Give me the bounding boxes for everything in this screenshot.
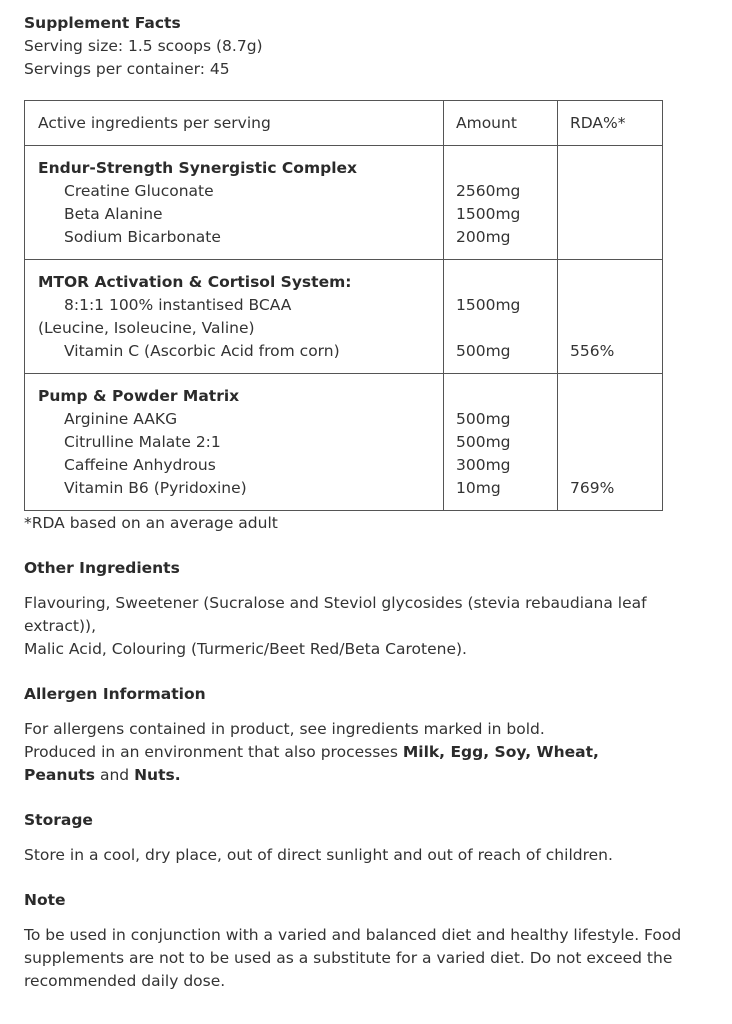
supplement-label (24, 12, 714, 993)
allergen-section (24, 683, 714, 787)
other-ingredients-section (24, 557, 714, 661)
ingredient-name: Citrulline Malate 2:1 (64, 433, 221, 451)
group-ingredients-cell (25, 374, 444, 511)
ingredient-amount: 500mg (456, 342, 511, 360)
table-row-group-endur-strength (25, 146, 663, 260)
ingredient-name-continued: (Leucine, Isoleucine, Valine) (38, 319, 255, 337)
text-line (24, 741, 714, 764)
table-row-group-mtor (25, 260, 663, 374)
section-title: Allergen Information (24, 685, 206, 703)
group-ingredients-cell (25, 260, 444, 374)
group-name: MTOR Activation & Cortisol System: (38, 273, 352, 291)
text-line: recommended daily dose. (24, 972, 226, 990)
table-row-group-pump-powder (25, 374, 663, 511)
section-body (24, 924, 714, 993)
ingredient-name: Sodium Bicarbonate (64, 228, 221, 246)
group-amount-cell (444, 260, 558, 374)
ingredient-rda: 556% (570, 342, 615, 360)
allergen-bold: Nuts. (134, 766, 181, 784)
text-line (24, 764, 714, 787)
section-title: Note (24, 891, 66, 909)
ingredient-name: Beta Alanine (64, 205, 163, 223)
serving-size: Serving size: 1.5 scoops (8.7g) (24, 37, 263, 55)
ingredient-name: Vitamin B6 (Pyridoxine) (64, 479, 247, 497)
allergen-bold: Milk, Egg, Soy, Wheat, (402, 743, 599, 761)
ingredient-name: 8:1:1 100% instantised BCAA (64, 296, 292, 314)
section-body (24, 592, 714, 661)
servings-per-container: Servings per container: 45 (24, 60, 230, 78)
column-header-rda: RDA%* (558, 101, 663, 146)
text-line: Malic Acid, Colouring (Turmeric/Beet Red/Beta Carotene). (24, 640, 467, 658)
ingredient-name: Creatine Gluconate (64, 182, 214, 200)
ingredient-amount: 200mg (456, 228, 511, 246)
ingredient-amount: 2560mg (456, 182, 521, 200)
group-ingredients-cell (25, 146, 444, 260)
text-line: For allergens contained in product, see ingredients marked in bold. (24, 720, 545, 738)
ingredient-amount: 10mg (456, 479, 501, 497)
text-line: To be used in conjunction with a varied and balanced diet and healthy lifestyle. Food (24, 926, 682, 944)
section-title: Other Ingredients (24, 559, 180, 577)
table-header-row (25, 101, 663, 146)
storage-section (24, 809, 714, 867)
supplement-facts-header (24, 12, 714, 81)
ingredient-amount: 1500mg (456, 205, 521, 223)
group-amount-cell (444, 146, 558, 260)
group-rda-cell (558, 260, 663, 374)
allergen-bold: Peanuts (24, 766, 96, 784)
ingredient-name: Caffeine Anhydrous (64, 456, 216, 474)
ingredient-amount: 300mg (456, 456, 511, 474)
text-line: Flavouring, Sweetener (Sucralose and Steviol glycosides (stevia rebaudiana leaf extract)), (24, 594, 647, 635)
ingredient-name: Vitamin C (Ascorbic Acid from corn) (64, 342, 340, 360)
column-header-amount: Amount (444, 101, 558, 146)
page-title: Supplement Facts (24, 14, 181, 32)
group-name: Endur-Strength Synergistic Complex (38, 159, 358, 177)
note-section (24, 889, 714, 993)
ingredient-rda: 769% (570, 479, 615, 497)
text-fragment: Produced in an environment that also processes (24, 743, 403, 761)
group-rda-cell (558, 146, 663, 260)
ingredient-amount: 500mg (456, 433, 511, 451)
section-body: Store in a cool, dry place, out of direct sunlight and out of reach of children. (24, 846, 613, 864)
group-amount-cell (444, 374, 558, 511)
section-title: Storage (24, 811, 93, 829)
group-name: Pump & Powder Matrix (38, 387, 240, 405)
section-body (24, 718, 714, 787)
column-header-ingredients: Active ingredients per serving (25, 101, 444, 146)
ingredient-amount: 500mg (456, 410, 511, 428)
group-rda-cell (558, 374, 663, 511)
text-fragment: and (95, 766, 135, 784)
ingredients-table (24, 100, 663, 511)
rda-footnote: *RDA based on an average adult (24, 514, 278, 532)
text-line: supplements are not to be used as a substitute for a varied diet. Do not exceed the (24, 949, 673, 967)
ingredient-name: Arginine AAKG (64, 410, 178, 428)
ingredient-amount: 1500mg (456, 296, 521, 314)
